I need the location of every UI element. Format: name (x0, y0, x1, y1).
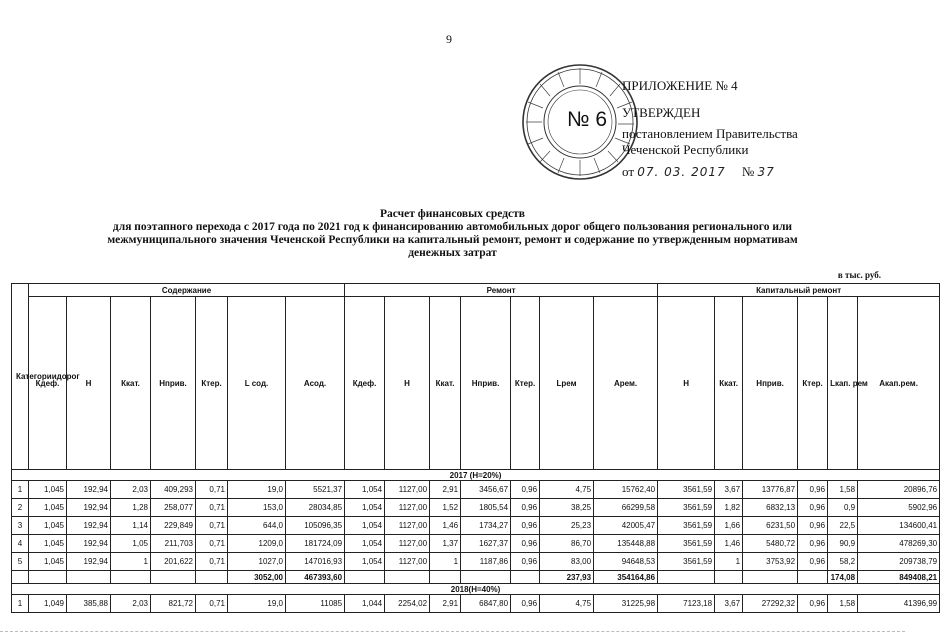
table-cell: 20896,76 (858, 481, 940, 499)
group-repair: Ремонт (345, 284, 658, 297)
table-cell: 147016,93 (286, 553, 345, 571)
total-a-rem: 354164,86 (594, 571, 658, 584)
table-row (12, 595, 940, 613)
table-cell: 192,94 (67, 481, 111, 499)
table-cell: 1,045 (29, 499, 67, 517)
column-header: Ктер. (511, 297, 540, 470)
table-cell: 1,049 (29, 595, 67, 613)
table-cell: 135448,88 (594, 535, 658, 553)
column-header: L сод. (228, 297, 286, 470)
table-cell: 94648,53 (594, 553, 658, 571)
table-cell: 385,88 (67, 595, 111, 613)
table-cell: 1,054 (345, 553, 385, 571)
table-cell: 5902,96 (858, 499, 940, 517)
table-cell: 1734,27 (461, 517, 511, 535)
title-line-3: межмуниципального значения Чеченской Республики на капитальный ремонт, ремонт и содержание по утвержденным нормативам (107, 234, 798, 246)
column-header: Нприв. (461, 297, 511, 470)
table-cell: 0,96 (798, 535, 828, 553)
table-cell: 6832,13 (743, 499, 798, 517)
column-header: Ккат. (715, 297, 743, 470)
table-cell: 0,71 (196, 499, 228, 517)
approval-block (622, 78, 798, 180)
table-cell: 1,054 (345, 481, 385, 499)
column-header: Ктер. (798, 297, 828, 470)
total-a-sod: 467393,60 (286, 571, 345, 584)
year-row-2018 (12, 584, 940, 595)
table-cell: 2,03 (111, 481, 151, 499)
table-cell: 192,94 (67, 535, 111, 553)
table-cell: 1,045 (29, 553, 67, 571)
column-header: Кдеф. (345, 297, 385, 470)
table-row (12, 517, 940, 535)
table-cell: 1 (715, 553, 743, 571)
table-cell: 3,67 (715, 595, 743, 613)
table-cell: 58,2 (828, 553, 858, 571)
column-header: Нприв. (151, 297, 196, 470)
table-cell: 153,0 (228, 499, 286, 517)
table-cell: 1 (430, 553, 461, 571)
table-cell: 31225,98 (594, 595, 658, 613)
table-cell: 86,70 (540, 535, 594, 553)
table-cell: 2254,02 (385, 595, 430, 613)
table-cell: 192,94 (67, 499, 111, 517)
table-cell: 409,293 (151, 481, 196, 499)
number-prefix: № (741, 164, 755, 179)
table-cell: 181724,09 (286, 535, 345, 553)
category-header: Категориидорог (12, 284, 29, 470)
table-cell: 1,054 (345, 499, 385, 517)
table-cell: 3561,59 (658, 517, 715, 535)
table-cell: 258,077 (151, 499, 196, 517)
column-header: Акап.рем. (858, 297, 940, 470)
table-cell: 1127,00 (385, 535, 430, 553)
column-header-row (12, 297, 940, 470)
total-l-sod: 3052,00 (228, 571, 286, 584)
category-cell: 1 (12, 481, 29, 499)
table-cell: 11085 (286, 595, 345, 613)
handwritten-date: 07. 03. 2017 (637, 165, 726, 179)
table-row (12, 499, 940, 517)
table-row (12, 535, 940, 553)
table-cell: 0,96 (511, 595, 540, 613)
table-cell: 1,52 (430, 499, 461, 517)
title-line-2: для поэтапного перехода с 2017 года по 2021 год к финансированию автомобильных дорог общего пользования регионального или (112, 221, 793, 233)
table-cell: 1209,0 (228, 535, 286, 553)
column-header: Арем. (594, 297, 658, 470)
table-cell: 38,25 (540, 499, 594, 517)
column-header: Ккат. (430, 297, 461, 470)
table-cell: 1,054 (345, 535, 385, 553)
column-header: Нприв. (743, 297, 798, 470)
approved-label: УТВЕРЖДЕН (622, 105, 701, 120)
table-cell: 5480,72 (743, 535, 798, 553)
table-cell: 3561,59 (658, 499, 715, 517)
table-cell: 28034,85 (286, 499, 345, 517)
table-cell: 1027,0 (228, 553, 286, 571)
rows-2017 (12, 481, 940, 571)
table-cell: 1127,00 (385, 517, 430, 535)
table-cell: 0,96 (511, 553, 540, 571)
table-cell: 3456,67 (461, 481, 511, 499)
column-header: Ктер. (196, 297, 228, 470)
table-cell: 3561,59 (658, 481, 715, 499)
table-cell: 0,71 (196, 535, 228, 553)
date-line (622, 164, 798, 180)
total-a-kap: 849408,21 (858, 571, 940, 584)
table-cell: 2,03 (111, 595, 151, 613)
table-cell: 201,622 (151, 553, 196, 571)
table-cell: 211,703 (151, 535, 196, 553)
year-label-2018: 2018(Н=40%) (12, 584, 940, 595)
resolution-line: постановлением Правительства (622, 126, 798, 141)
table-cell: 90,9 (828, 535, 858, 553)
title-line-1: Расчет финансовых средств (380, 208, 525, 220)
table-cell: 3561,59 (658, 553, 715, 571)
table-cell: 0,96 (798, 517, 828, 535)
table-cell: 1,37 (430, 535, 461, 553)
column-header: Н (67, 297, 111, 470)
table-row (12, 553, 940, 571)
table-cell: 1,28 (111, 499, 151, 517)
column-header: Lрем (540, 297, 594, 470)
table-cell: 66299,58 (594, 499, 658, 517)
table-cell: 134600,41 (858, 517, 940, 535)
table-cell: 0,71 (196, 553, 228, 571)
title-line-4: денежных затрат (408, 247, 497, 259)
table-cell: 0,96 (511, 481, 540, 499)
table-cell: 644,0 (228, 517, 286, 535)
table-cell: 1,66 (715, 517, 743, 535)
category-cell: 5 (12, 553, 29, 571)
table-cell: 1187,86 (461, 553, 511, 571)
republic-line: Чеченской Республики (622, 142, 749, 157)
table-cell: 0,71 (196, 481, 228, 499)
table-cell: 19,0 (228, 595, 286, 613)
table-cell: 1127,00 (385, 481, 430, 499)
table-cell: 229,849 (151, 517, 196, 535)
table-cell: 3753,92 (743, 553, 798, 571)
totals-row-2017 (12, 571, 940, 584)
table-row (12, 481, 940, 499)
table-cell: 0,96 (798, 499, 828, 517)
category-cell: 2 (12, 499, 29, 517)
group-capital-repair: Капитальный ремонт (658, 284, 940, 297)
table-cell: 13776,87 (743, 481, 798, 499)
table-cell: 1,045 (29, 535, 67, 553)
group-maintenance: Содержание (29, 284, 345, 297)
table-cell: 478269,30 (858, 535, 940, 553)
table-cell: 1,46 (430, 517, 461, 535)
table-cell: 1,58 (828, 481, 858, 499)
table-cell: 6847,80 (461, 595, 511, 613)
table-cell: 192,94 (67, 553, 111, 571)
table-cell: 7123,18 (658, 595, 715, 613)
table-cell: 192,94 (67, 517, 111, 535)
table-cell: 0,96 (511, 535, 540, 553)
table-cell: 1,054 (345, 517, 385, 535)
column-header: Н (658, 297, 715, 470)
table-cell: 3561,59 (658, 535, 715, 553)
appendix-label: ПРИЛОЖЕНИЕ № 4 (622, 78, 738, 93)
table-cell: 5521,37 (286, 481, 345, 499)
year-label-2017: 2017 (Н=20%) (12, 470, 940, 481)
financing-table (11, 283, 940, 613)
table-cell: 25,23 (540, 517, 594, 535)
page-number: 9 (446, 32, 452, 46)
table-cell: 1,58 (828, 595, 858, 613)
table-cell: 83,00 (540, 553, 594, 571)
category-cell: 4 (12, 535, 29, 553)
table-cell: 0,9 (828, 499, 858, 517)
table-cell: 22,5 (828, 517, 858, 535)
table-cell: 105096,35 (286, 517, 345, 535)
table-cell: 821,72 (151, 595, 196, 613)
table-cell: 19,0 (228, 481, 286, 499)
table-cell: 42005,47 (594, 517, 658, 535)
table-cell: 0,96 (511, 517, 540, 535)
group-header-row (12, 284, 940, 297)
table-cell: 1,045 (29, 517, 67, 535)
column-header: Lкап. рем (828, 297, 858, 470)
table-cell: 27292,32 (743, 595, 798, 613)
table-cell: 1127,00 (385, 553, 430, 571)
table-cell: 1805,54 (461, 499, 511, 517)
seal-number: № 6 (567, 108, 608, 131)
table-cell: 4,75 (540, 481, 594, 499)
table-cell: 41396,99 (858, 595, 940, 613)
table-cell: 0,71 (196, 595, 228, 613)
table-cell: 0,96 (798, 595, 828, 613)
unit-label: в тыс. руб. (837, 270, 881, 280)
table-cell: 1 (111, 553, 151, 571)
table-cell: 6231,50 (743, 517, 798, 535)
year-row-2017 (12, 470, 940, 481)
table-cell: 1,82 (715, 499, 743, 517)
total-l-rem: 237,93 (540, 571, 594, 584)
table-cell: 1127,00 (385, 499, 430, 517)
date-prefix: от (622, 164, 635, 179)
category-cell: 3 (12, 517, 29, 535)
table-cell: 2,91 (430, 481, 461, 499)
rows-2018 (12, 595, 940, 613)
page-bottom-divider (0, 631, 905, 633)
table-cell: 3,67 (715, 481, 743, 499)
table-cell: 1,05 (111, 535, 151, 553)
table-cell: 15762,40 (594, 481, 658, 499)
column-header: Асод. (286, 297, 345, 470)
document-title (0, 208, 905, 260)
table-cell: 0,96 (798, 481, 828, 499)
table-cell: 1,46 (715, 535, 743, 553)
handwritten-number: 37 (757, 165, 775, 179)
table-cell: 1,045 (29, 481, 67, 499)
total-l-kap: 174,08 (828, 571, 858, 584)
table-cell: 2,91 (430, 595, 461, 613)
table-cell: 1627,37 (461, 535, 511, 553)
table-cell: 4,75 (540, 595, 594, 613)
column-header: Ккат. (111, 297, 151, 470)
table-cell: 1,044 (345, 595, 385, 613)
table-cell: 1,14 (111, 517, 151, 535)
column-header: Кдеф. (29, 297, 67, 470)
table-cell: 0,71 (196, 517, 228, 535)
table-cell: 0,96 (798, 553, 828, 571)
table-cell: 209738,79 (858, 553, 940, 571)
column-header: Н (385, 297, 430, 470)
category-cell: 1 (12, 595, 29, 613)
table-cell: 0,96 (511, 499, 540, 517)
